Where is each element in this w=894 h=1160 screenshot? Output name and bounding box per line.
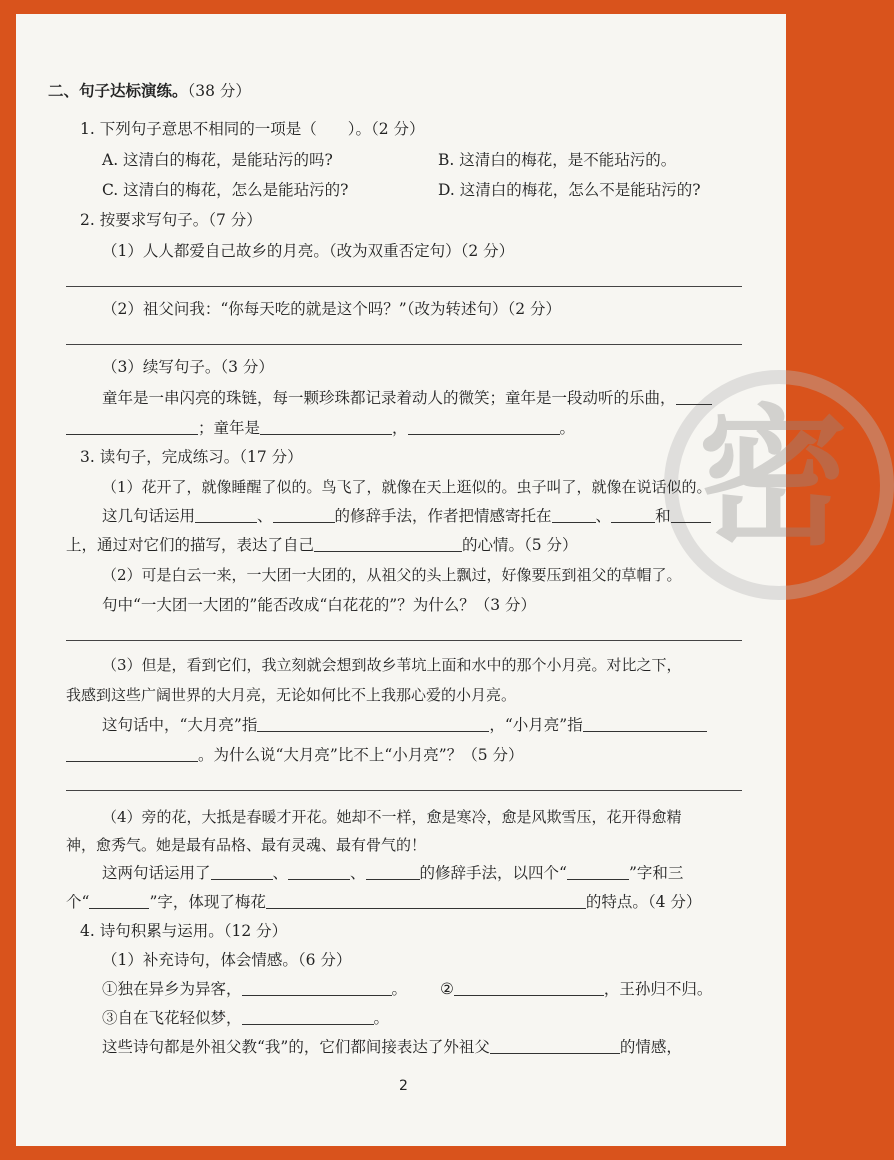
q4-stem: 4. 诗句积累与运用。（12 分） [80,922,288,940]
blank[interactable] [583,715,707,732]
blank[interactable] [314,535,462,552]
blank[interactable] [242,979,392,996]
q3-part2-question: 句中“一大团一大团的”能否改成“白花花的”？为什么？（3 分） [102,596,536,614]
q3-part3-question: 这句话中，“大月亮”指 ，“小月亮”指 [102,714,707,736]
answer-line [66,344,742,345]
q3-part3: （3）但是，看到它们，我立刻就会想到故乡苇坑上面和水中的那个小月亮。对比之下， [102,656,682,674]
q2-part2: （2）祖父问我：“你每天吃的就是这个吗？”（改为转述句）（2 分） [102,300,562,318]
blank[interactable] [260,418,392,435]
blank[interactable] [490,1037,620,1054]
exam-page [16,14,849,1146]
q3-part2: （2）可是白云一来，一大团一大团的，从祖父的头上飘过，好像要压到祖父的草帽了。 [102,566,682,584]
q2-part3-text: 童年是一串闪亮的珠链，每一颗珍珠都记录着动人的微笑；童年是一段动听的乐曲， [102,387,712,409]
q1-option-c: C. 这清白的梅花，怎么是能玷污的? [102,181,349,199]
blank[interactable] [273,506,335,523]
q3-part3-continue: 我感到这些广阔世界的大月亮，无论如何比不上我那心爱的小月亮。 [66,686,517,704]
q3-part4: （4）旁的花，大抵是春暖才开花。她却不一样，愈是寒冷，愈是风欺雪压，花开得愈精 [102,808,682,826]
q4-poem-line-3: ③自在飞花轻似梦， 。 [102,1009,390,1027]
page-number: 2 [399,1078,408,1094]
blank[interactable] [552,506,596,523]
section-title: 二、句子达标演练。（38 分） [48,82,251,100]
blank[interactable] [66,745,198,762]
q2-part3: （3）续写句子。（3 分） [102,358,274,376]
q1-stem: 1. 下列句子意思不相同的一项是（ ）。（2 分） [80,120,425,138]
blank[interactable] [408,418,560,435]
q4-part1: （1）补充诗句，体会情感。（6 分） [102,951,352,969]
q4-poem-line-2: ② ，王孙归不归。 [440,980,713,998]
blank[interactable] [89,892,149,909]
q2-stem: 2. 按要求写句子。（7 分） [80,211,262,229]
q3-stem: 3. 读句子，完成练习。（17 分） [80,448,303,466]
blank[interactable] [257,715,489,732]
blank[interactable] [366,863,420,880]
q1-option-b: B. 这清白的梅花，是不能玷污的。 [438,151,677,169]
watermark-seal-char: 密 [698,392,849,566]
blank[interactable] [611,506,655,523]
blank[interactable] [288,863,350,880]
blank[interactable] [266,892,586,909]
blank[interactable] [454,979,604,996]
q3-part3-question-continue: 。为什么说“大月亮”比不上“小月亮”？（5 分） [66,744,524,766]
q2-part3-continue: ；童年是 ， 。 [66,417,575,439]
blank[interactable] [242,1008,374,1025]
q4-poem-line-1: ①独在异乡为异客， 。 [102,980,408,998]
answer-line [66,286,742,287]
q4-final-question: 这些诗句都是外祖父教“我”的，它们都间接表达了外祖父 的情感， [102,1038,682,1056]
answer-line [66,640,742,641]
q1-option-d: D. 这清白的梅花，怎么不是能玷污的? [438,181,701,199]
q3-part4-question: 这两句话运用了 、 、 的修辞手法，以四个“ ”字和三 [102,864,684,882]
q3-part1: （1）花开了，就像睡醒了似的。鸟飞了，就像在天上逛似的。虫子叫了，就像在说话似的。 [102,478,712,496]
q1-option-a: A. 这清白的梅花，是能玷污的吗? [102,151,333,169]
q3-part1-question: 这几句话运用 、 的修辞手法，作者把情感寄托在 、 和 [102,505,711,527]
blank[interactable] [567,863,629,880]
blank[interactable] [66,418,198,435]
blank[interactable] [195,506,257,523]
blank[interactable] [676,388,712,405]
q3-part1-continue: 上，通过对它们的描写，表达了自己 的心情。（5 分） [66,536,578,554]
blank[interactable] [211,863,273,880]
q3-part4-question-continue: 个“ ”字，体现了梅花 的特点。（4 分） [66,893,702,911]
answer-line [66,790,742,791]
blank[interactable] [671,506,711,523]
q2-part1: （1）人人都爱自己故乡的月亮。（改为双重否定句）（2 分） [102,242,515,260]
q3-part4-continue: 神，愈秀气。她是最有品格、最有灵魂、最有骨气的！ [66,836,427,854]
